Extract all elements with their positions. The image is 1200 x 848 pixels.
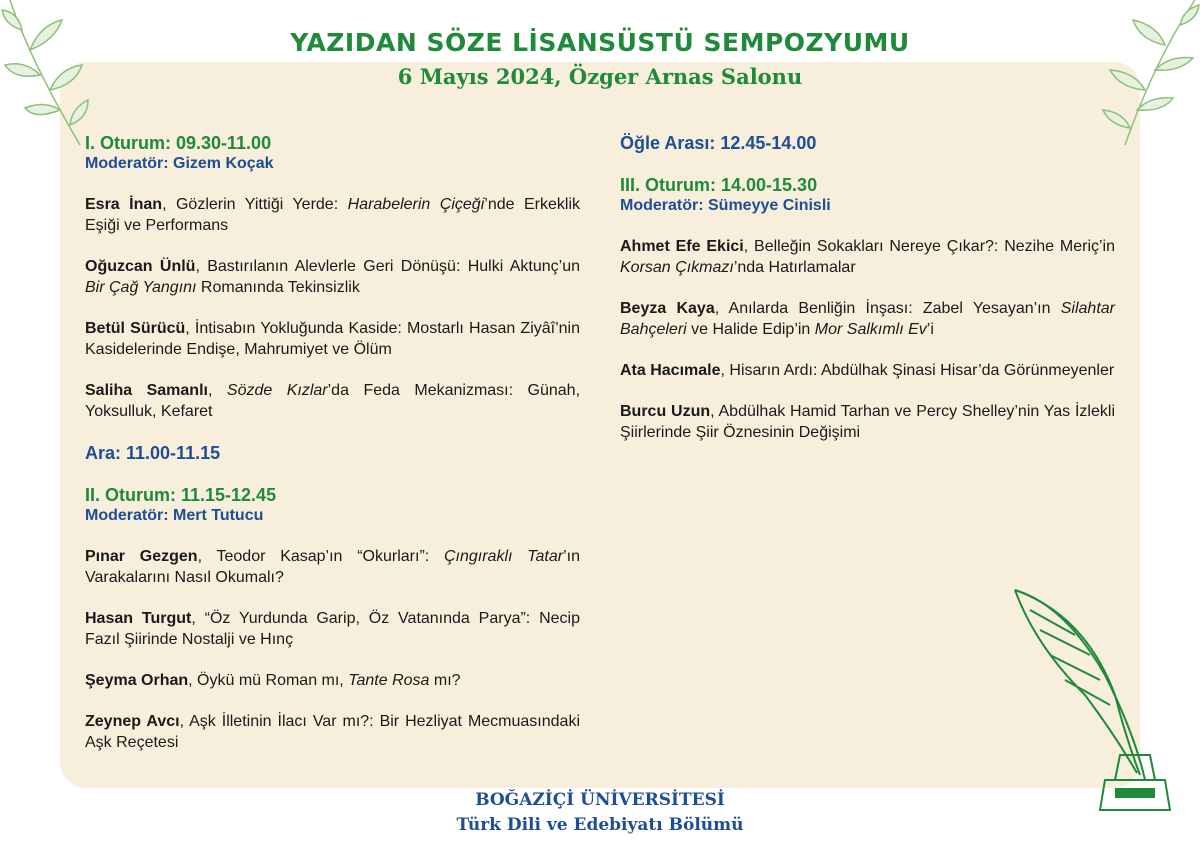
speaker-name: Betül Sürücü <box>85 320 186 337</box>
talk-text: , Belleğin Sokakları Nereye Çıkar?: Nezihe Meriç’in <box>743 238 1115 255</box>
speaker-name: Beyza Kaya <box>620 300 715 317</box>
talk-item <box>85 546 580 588</box>
talk-italic: Çıngıraklı Tatar <box>443 548 564 565</box>
right-column <box>620 132 1115 443</box>
session-2-title: II. Oturum: 11.15-12.45 <box>85 485 277 505</box>
session-1-moderator: Moderatör: Gizem Koçak <box>85 155 274 172</box>
speaker-name: Şeyma Orhan <box>85 672 189 689</box>
talk-text: ve Halide Edip’in <box>686 321 815 338</box>
session-3-title: III. Oturum: 14.00-15.30 <box>620 175 818 195</box>
talk-text: ’da Feda Mekanizması: Günah, Yoksulluk, Kefaret <box>85 382 581 420</box>
talk-item <box>620 401 1115 443</box>
talk-text: Romanında Tekinsizlik <box>196 279 360 296</box>
talk-item <box>85 608 580 650</box>
lunch-break-title: Öğle Arası: 12.45-14.00 <box>620 133 817 153</box>
talk-item <box>85 256 580 298</box>
talk-text: , <box>207 382 227 399</box>
talk-text: , Gözlerin Yittiği Yerde: <box>162 196 348 213</box>
talk-item <box>620 298 1115 340</box>
talk-italic: Sözde Kızlar <box>226 382 328 399</box>
speaker-name: Esra İnan <box>85 196 163 213</box>
session-3-moderator: Moderatör: Sümeyye Cinisli <box>620 197 831 214</box>
speaker-name: Burcu Uzun <box>620 403 711 420</box>
talk-text: ’i <box>926 321 934 338</box>
talk-item <box>85 194 580 236</box>
talk-italic: Harabelerin Çiçeği <box>347 196 485 213</box>
talk-italic: Mor Salkımlı Ev <box>814 321 927 338</box>
session-2-moderator: Moderatör: Mert Tutucu <box>85 507 264 524</box>
talk-item <box>85 711 580 753</box>
talk-item <box>85 318 580 360</box>
speaker-name: Ata Hacımale <box>620 362 721 379</box>
speaker-name: Zeynep Avcı <box>85 713 180 730</box>
talk-text: , Anılarda Benliğin İnşası: Zabel Yesayan’ın <box>714 300 1061 317</box>
talk-item <box>620 360 1115 381</box>
talk-italic: Bir Çağ Yangını <box>85 279 197 296</box>
talk-italic: Tante Rosa <box>348 672 430 689</box>
talk-text: , Bastırılanın Alevlerle Geri Dönüşü: Hulki Aktunç’un <box>195 258 580 275</box>
talk-item <box>85 670 580 691</box>
page-title: YAZIDAN SÖZE LİSANSÜSTÜ SEMPOZYUMU <box>290 28 910 57</box>
page-subtitle: 6 Mayıs 2024, Özger Arnas Salonu <box>397 64 803 89</box>
talk-text: , Aşk İlletinin İlacı Var mı?: Bir Hezliyat Mecmuasındaki Aşk Reçetesi <box>85 713 580 751</box>
talk-item <box>85 380 580 422</box>
break-title: Ara: 11.00-11.15 <box>85 443 221 463</box>
department-name: Türk Dili ve Edebiyatı Bölümü <box>456 815 744 835</box>
talk-text: mı? <box>429 672 461 689</box>
talk-text: ’nde Erkeklik Eşiği ve Performans <box>85 196 580 234</box>
talk-text: , İntisabın Yokluğunda Kaside: Mostarlı Hasan Ziyâî’nin Kasidelerinde Endişe, Mahrumiyet ve Ölüm <box>85 320 581 358</box>
talk-text: , Hisarın Ardı: Abdülhak Şinasi Hisar’da Görünmeyenler <box>720 362 1115 379</box>
session-1-title: I. Oturum: 09.30-11.00 <box>85 133 272 153</box>
talk-italic: Korsan Çıkmazı <box>620 259 734 276</box>
talk-text: ’ın Varakalarını Nasıl Okumalı? <box>85 548 580 586</box>
talk-text: , “Öz Yurdunda Garip, Öz Vatanında Parya”: Necip Fazıl Şiirinde Nostalji ve Hınç <box>85 610 580 648</box>
speaker-name: Ahmet Efe Ekici <box>620 238 744 255</box>
quill-inkwell-icon <box>1005 585 1185 815</box>
speaker-name: Hasan Turgut <box>85 610 192 627</box>
talk-item <box>620 236 1115 278</box>
talk-text: , Teodor Kasap’ın “Okurları”: <box>197 548 444 565</box>
talk-italic: Silahtar Bahçeleri <box>620 300 1115 338</box>
talk-text: ’nda Hatırlamalar <box>733 259 856 276</box>
university-name: BOĞAZİÇİ ÜNİVERSİTESİ <box>475 790 725 810</box>
talk-text: , Abdülhak Hamid Tarhan ve Percy Shelley’nin Yas İzlekli Şiirlerinde Şiir Öznesinin Değişimi <box>620 403 1115 441</box>
speaker-name: Oğuzcan Ünlü <box>85 258 196 275</box>
speaker-name: Pınar Gezgen <box>85 548 198 565</box>
left-column <box>85 132 580 753</box>
speaker-name: Saliha Samanlı <box>85 382 208 399</box>
talk-text: , Öykü mü Roman mı, <box>188 672 349 689</box>
